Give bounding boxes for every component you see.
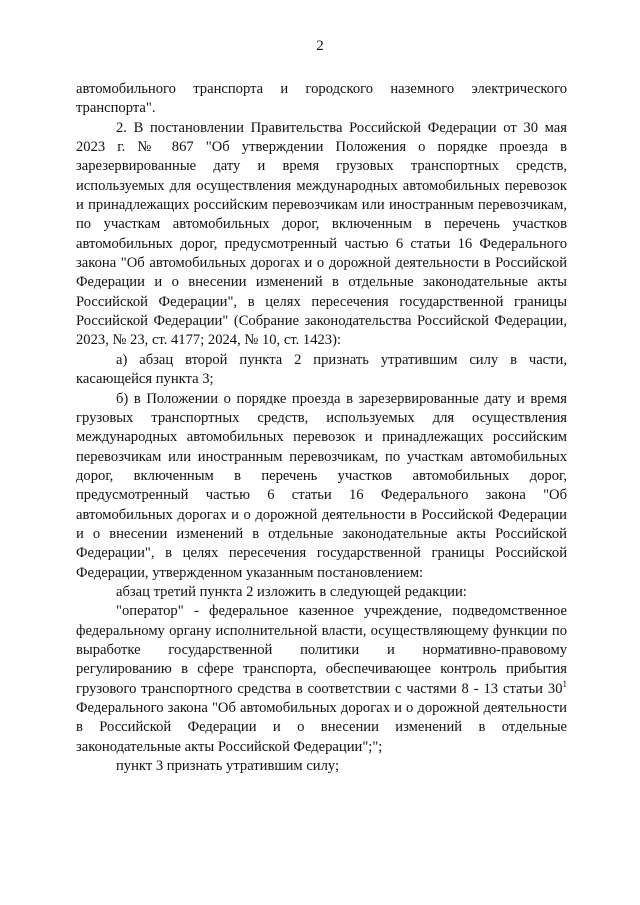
document-body — [76, 80, 567, 776]
page-number: 2 — [316, 38, 324, 54]
operator-text-part2: Федерального закона "Об автомобильных дорогах и о дорожной деятельности в Российской Федерации и о внесении изменений в отдельные законодательные акты Российской Федерации";"; — [76, 700, 567, 755]
paragraph-amendment-intro: абзац третий пункта 2 изложить в следующей редакции: — [116, 583, 467, 600]
paragraph-operator-definition — [76, 602, 567, 757]
paragraph-item-2: 2. В постановлении Правительства Российской Федерации от 30 мая 2023 г. № 867 "Об утверждении Положения о порядке проезда в зарезервированные дату и время грузовых транспортных средств, используемых для осуществления международных автомобильных перевозок и принадлежащих российским перевозчикам или иностранным перевозчикам, по участкам автомобильных дорог, включенным в перечень участков автомобильных дорог, предусмотренный частью 6 статьи 16 Федерального закона "Об автомобильных дорогах и о дорожной деятельности в Российской Федерации и о внесении изменений в отдельные законодательные акты Российской Федерации", в целях пересечения государственной границы Российской Федерации" (Собрание законодательства Российской Федерации, 2023, № 23, ст. 4177; 2024, № 10, ст. 1423): — [76, 119, 567, 349]
operator-text-part1: "оператор" - федеральное казенное учреждение, подведомственное федеральному органу исполнительной власти, осуществляющему функции по выработке государственной политики и нормативно-правовому регулированию в сфере транспорта, обеспечивающее контроль прибытия грузового транспортного средства в соответствии с частями 8 - 13 статьи 30 — [76, 603, 567, 697]
paragraph-final: пункт 3 признать утратившим силу; — [116, 758, 340, 775]
superscript-marker: 1 — [562, 678, 567, 689]
paragraph-subitem-a: а) абзац второй пункта 2 признать утратившим силу в части, касающейся пункта 3; — [76, 351, 567, 388]
paragraph-subitem-b: б) в Положении о порядке проезда в зарезервированные дату и время грузовых транспортных средств, используемых для осуществления международных автомобильных перевозок и принадлежащих российским перевозчикам или иностранным перевозчикам, по участкам автомобильных дорог, включенным в перечень участков автомобильных дорог, предусмотренный частью 6 статьи 16 Федерального закона "Об автомобильных дорогах и о дорожной деятельности в Российской Федерации и о внесении изменений в отдельные законодательные акты Российской Федерации", в целях пересечения государственной границы Российской Федерации, утвержденном указанным постановлением: — [76, 390, 567, 581]
paragraph-continuation: автомобильного транспорта и городского наземного электрического транспорта". — [76, 81, 567, 117]
